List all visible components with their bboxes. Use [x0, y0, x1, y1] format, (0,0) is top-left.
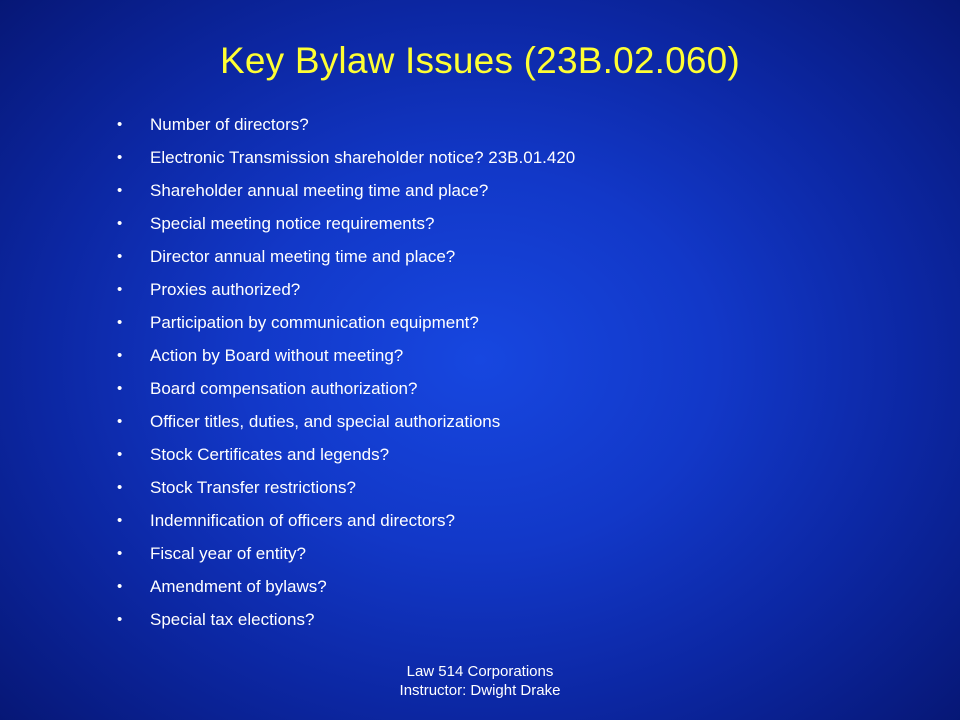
bullet-list — [117, 108, 917, 636]
bullet-dot-icon: • — [117, 347, 123, 364]
bullet-text: Amendment of bylaws? — [150, 577, 327, 596]
bullet-dot-icon: • — [117, 479, 123, 496]
bullet-text: Shareholder annual meeting time and place? — [150, 181, 489, 200]
bullet-text: Fiscal year of entity? — [150, 544, 306, 563]
bullet-dot-icon: • — [117, 413, 123, 430]
bullet-item — [117, 207, 917, 240]
bullet-item — [117, 603, 917, 636]
bullet-text: Special meeting notice requirements? — [150, 214, 435, 233]
bullet-item — [117, 273, 917, 306]
bullet-item — [117, 174, 917, 207]
slide-title: Key Bylaw Issues (23B.02.060) — [220, 40, 740, 81]
bullet-item — [117, 504, 917, 537]
bullet-item — [117, 471, 917, 504]
bullet-text: Director annual meeting time and place? — [150, 247, 456, 266]
bullet-dot-icon: • — [117, 446, 123, 463]
footer-instructor: Instructor: Dwight Drake — [399, 682, 561, 699]
bullet-text: Electronic Transmission shareholder notice? 23B.01.420 — [150, 148, 576, 167]
bullet-text: Indemnification of officers and directors? — [150, 511, 455, 530]
bullet-dot-icon: • — [117, 215, 123, 232]
footer — [0, 662, 960, 700]
bullet-text: Stock Transfer restrictions? — [150, 478, 356, 497]
bullet-item — [117, 372, 917, 405]
bullet-item — [117, 438, 917, 471]
bullet-item — [117, 240, 917, 273]
bullet-text: Officer titles, duties, and special authorizations — [150, 412, 501, 431]
bullet-item — [117, 108, 917, 141]
bullet-dot-icon: • — [117, 512, 123, 529]
bullet-item — [117, 405, 917, 438]
bullet-item — [117, 141, 917, 174]
bullet-text: Special tax elections? — [150, 610, 315, 629]
bullet-text: Stock Certificates and legends? — [150, 445, 390, 464]
bullet-dot-icon: • — [117, 578, 123, 595]
bullet-item — [117, 570, 917, 603]
bullet-dot-icon: • — [117, 380, 123, 397]
bullet-text: Proxies authorized? — [150, 280, 301, 299]
bullet-dot-icon: • — [117, 248, 123, 265]
bullet-dot-icon: • — [117, 281, 123, 298]
bullet-dot-icon: • — [117, 611, 123, 628]
bullet-item — [117, 339, 917, 372]
bullet-dot-icon: • — [117, 149, 123, 166]
footer-course: Law 514 Corporations — [406, 663, 554, 680]
bullet-item — [117, 537, 917, 570]
bullet-text: Number of directors? — [150, 115, 309, 134]
bullet-dot-icon: • — [117, 116, 123, 133]
bullet-item — [117, 306, 917, 339]
bullet-dot-icon: • — [117, 182, 123, 199]
bullet-dot-icon: • — [117, 314, 123, 331]
bullet-text: Participation by communication equipment? — [150, 313, 479, 332]
bullet-dot-icon: • — [117, 545, 123, 562]
bullet-text: Action by Board without meeting? — [150, 346, 404, 365]
bullet-text: Board compensation authorization? — [150, 379, 418, 398]
